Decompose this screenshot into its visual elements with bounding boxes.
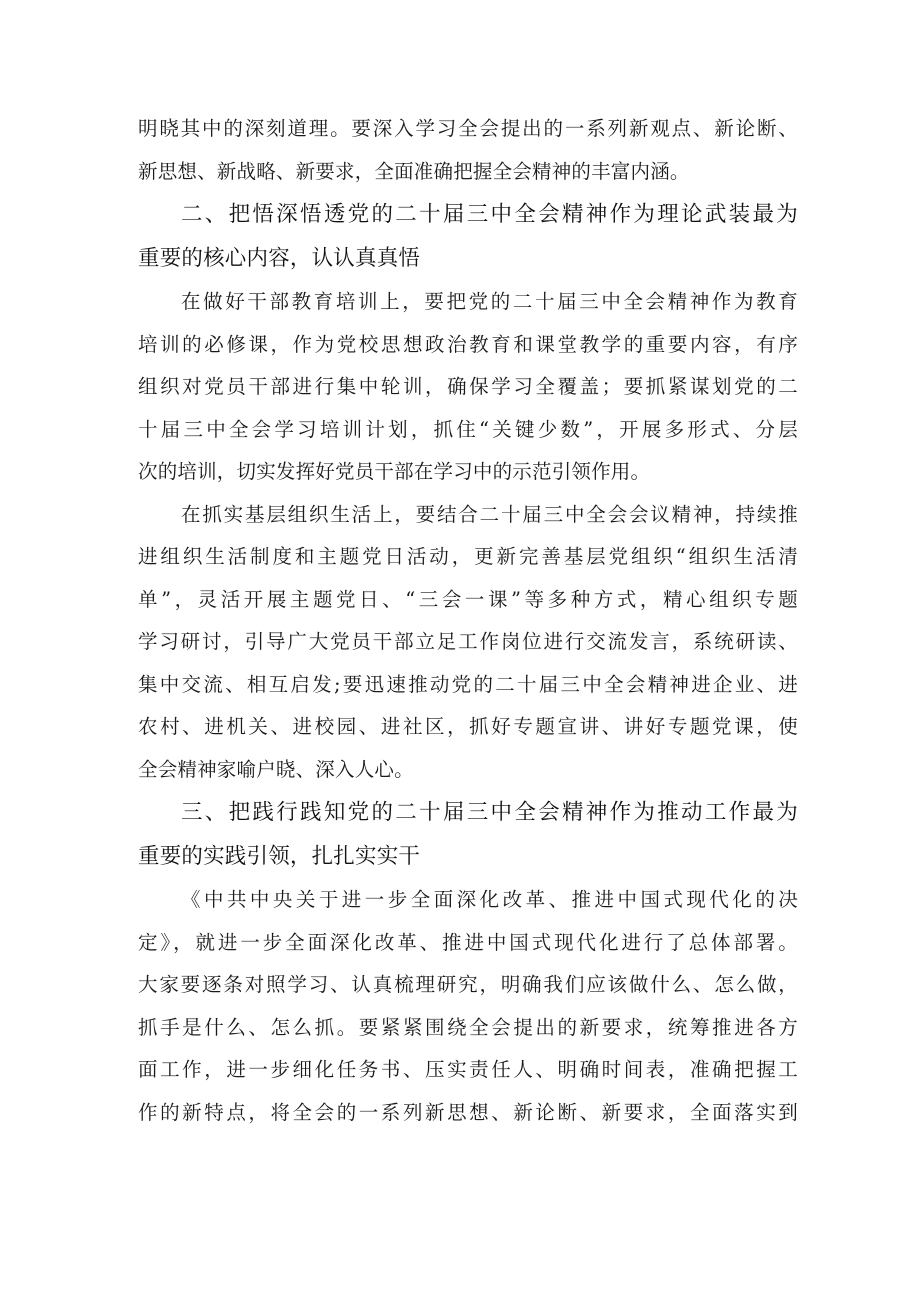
text-line: 定》，就进一步全面深化改革、推进中国式现代化进行了总体部署。 — [138, 930, 798, 954]
text-line: 在做好干部教育培训上，要把党的二十届三中全会精神作为教育 — [181, 290, 798, 313]
text-line: 明晓其中的深刻道理。要深入学习全会提出的一系列新观点、新论断、 — [138, 117, 798, 140]
text-line: 全会精神家喻户晓、深入人心。 — [138, 757, 414, 781]
text-line: 新思想、新战略、新要求，全面准确把握全会精神的丰富内涵。 — [138, 159, 690, 183]
text-line: 次的培训，切实发挥好党员干部在学习中的示范引领作用。 — [138, 460, 651, 483]
text-line: 学习研讨，引导广大党员干部立足工作岗位进行交流发言，系统研读、 — [138, 630, 798, 653]
text-line: 抓手是什么、怎么抓。要紧紧围绕全会提出的新要求，统筹推进各方 — [138, 1015, 798, 1039]
text-line: 培训的必修课，作为党校思想政治教育和课堂教学的重要内容，有序 — [138, 332, 798, 356]
text-line: 面工作，进一步细化任务书、压实责任人、明确时间表，准确把握工 — [138, 1058, 798, 1081]
text-line: 组织对党员干部进行集中轮训，确保学习全覆盖；要抓紧谋划党的二 — [138, 375, 798, 398]
section-heading-2 — [138, 193, 798, 281]
body-paragraph — [138, 281, 798, 494]
heading-line: 三、把践行践知党的二十届三中全会精神作为推动工作最为 — [181, 800, 798, 825]
body-paragraph — [138, 879, 798, 1134]
text-line: 农村、进机关、进校园、进社区，抓好专题宣讲、讲好专题党课，使 — [138, 715, 798, 738]
heading-line: 二、把悟深悟透党的二十届三中全会精神作为理论武装最为 — [181, 202, 798, 227]
text-line: 作的新特点，将全会的一系列新思想、新论断、新要求，全面落实到 — [138, 1100, 798, 1124]
heading-line: 重要的核心内容，认认真真悟 — [138, 246, 421, 271]
document-body — [138, 108, 798, 1134]
text-line: 进组织生活制度和主题党日活动，更新完善基层党组织“组织生活清 — [138, 545, 798, 568]
heading-line: 重要的实践引领，扎扎实实干 — [138, 844, 421, 869]
text-line: 集中交流、相互启发;要迅速推动党的二十届三中全会精神进企业、进 — [138, 672, 798, 696]
text-line: 大家要逐条对照学习、认真梳理研究，明确我们应该做什么、怎么做， — [138, 973, 798, 996]
text-line: 《中共中央关于进一步全面深化改革、推进中国式现代化的决 — [181, 888, 798, 911]
text-line: 单”，灵活开展主题党日、“三会一课”等多种方式，精心组织专题 — [138, 587, 798, 611]
body-paragraph — [138, 494, 798, 792]
body-paragraph — [138, 108, 798, 193]
text-line: 在抓实基层组织生活上，要结合二十届三中全会会议精神，持续推 — [181, 502, 798, 526]
section-heading-3 — [138, 791, 798, 879]
text-line: 十届三中全会学习培训计划，抓住“关键少数”，开展多形式、分层 — [138, 417, 798, 441]
